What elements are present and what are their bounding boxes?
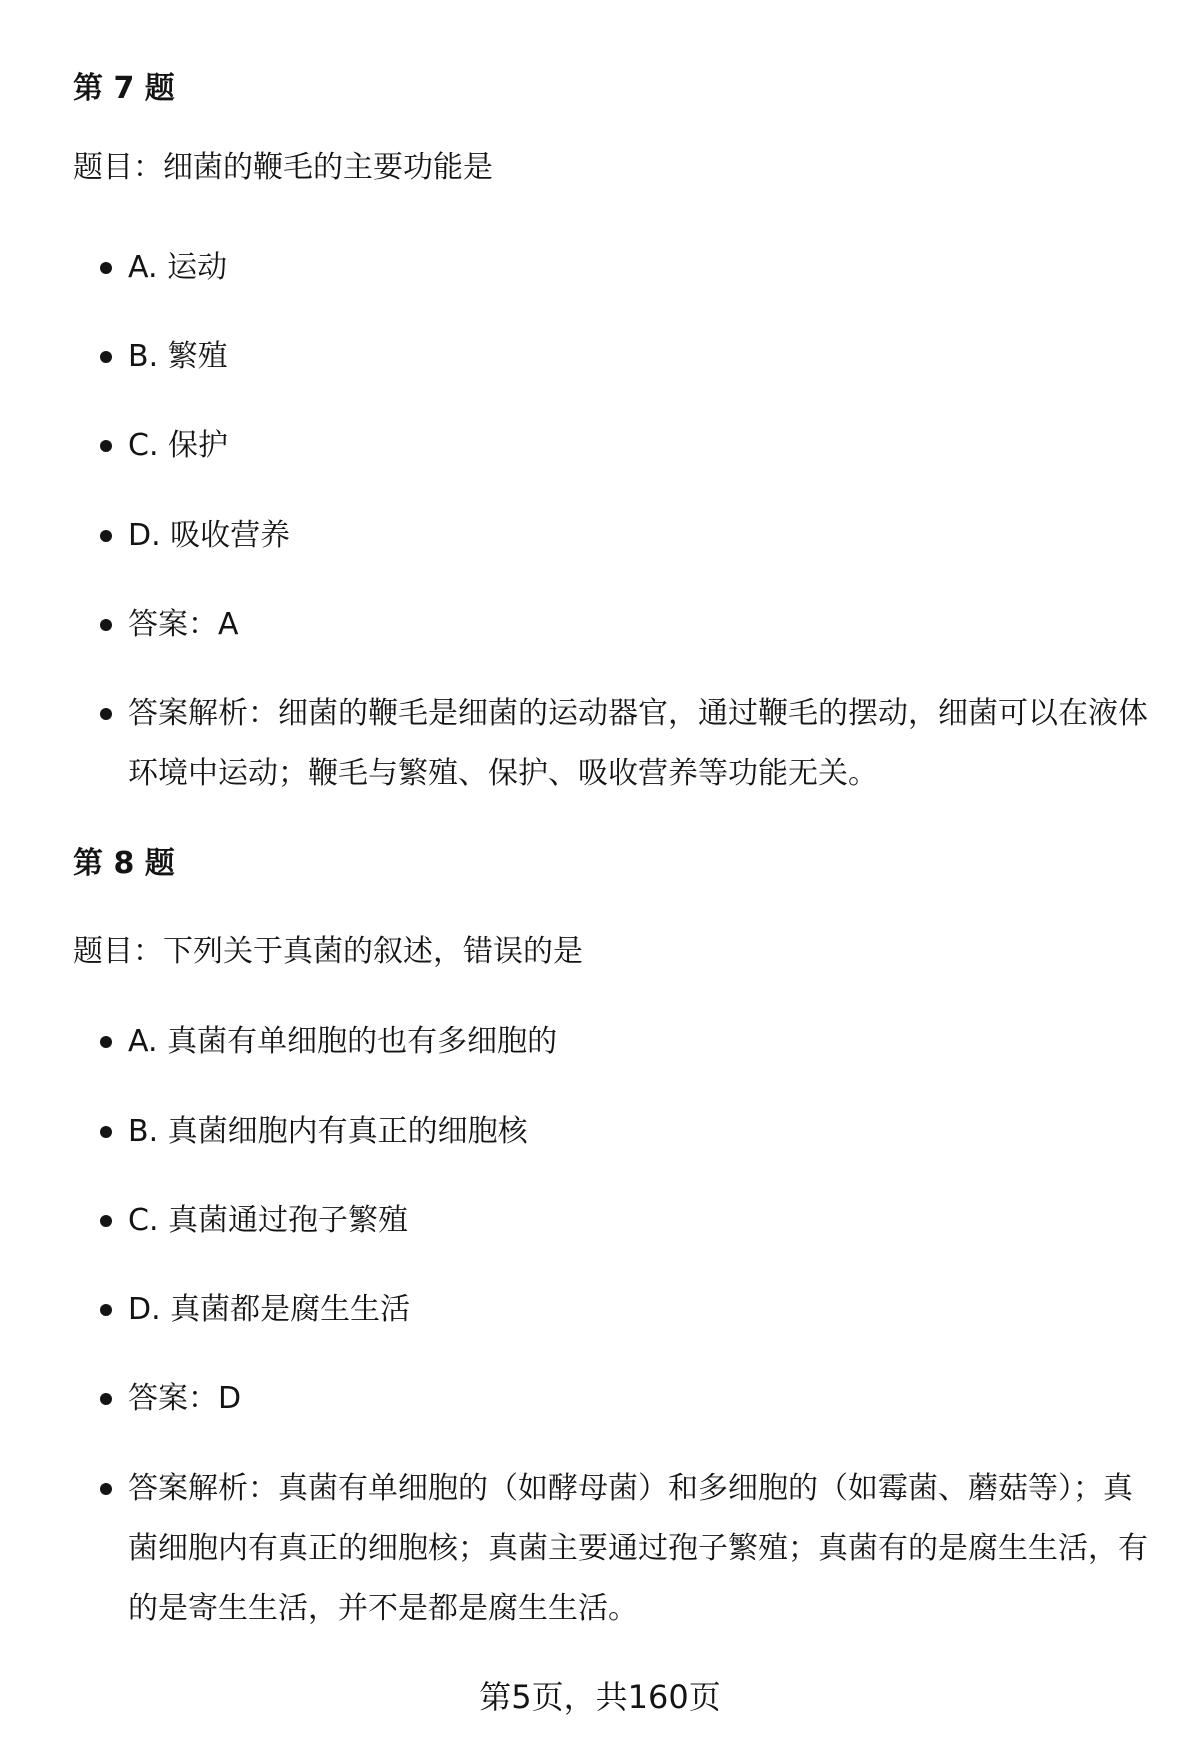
question-8-option-b [128, 1102, 1148, 1162]
question-7-answer [128, 595, 1148, 655]
analysis-text: 答案解析：细菌的鞭毛是细菌的运动器官，通过鞭毛的摆动，细菌可以在液体环境中运动；鞭毛与繁殖、保护、吸收营养等功能无关。 [128, 696, 1148, 791]
page-number: 第5页，共160页 [479, 1678, 721, 1716]
question-7-option-b [128, 327, 1148, 387]
option-text: D. 吸收营养 [128, 518, 291, 553]
bullet-icon [100, 530, 112, 542]
answer-text: 答案：A [128, 607, 239, 642]
analysis-text: 答案解析：真菌有单细胞的（如酵母菌）和多细胞的（如霉菌、蘑菇等）；真菌细胞内有真正的细胞核；真菌主要通过孢子繁殖；真菌有的是腐生生活，有的是寄生生活，并不是都是腐生生活。 [128, 1471, 1148, 1626]
question-7-heading: 第 7 题 [73, 71, 175, 106]
answer-text: 答案：D [128, 1381, 242, 1416]
bullet-icon [100, 1483, 112, 1495]
bullet-icon [100, 1215, 112, 1227]
question-8-heading: 第 8 题 [73, 846, 175, 881]
question-8-option-c [128, 1191, 1148, 1251]
question-8-answer [128, 1369, 1148, 1429]
bullet-icon [100, 1393, 112, 1405]
bullet-icon [100, 440, 112, 452]
question-7-option-c [128, 416, 1148, 476]
question-8-option-a [128, 1012, 1148, 1072]
option-text: B. 真菌细胞内有真正的细胞核 [128, 1114, 528, 1149]
option-text: D. 真菌都是腐生生活 [128, 1292, 411, 1327]
bullet-icon [100, 708, 112, 720]
bullet-icon [100, 1126, 112, 1138]
question-8-analysis [128, 1459, 1148, 1639]
bullet-icon [100, 1304, 112, 1316]
option-text: A. 运动 [128, 250, 228, 285]
bullet-icon [100, 619, 112, 631]
option-text: B. 繁殖 [128, 339, 228, 374]
question-7-text: 题目：细菌的鞭毛的主要功能是 [73, 150, 493, 185]
question-7-option-a [128, 238, 1148, 298]
bullet-icon [100, 262, 112, 274]
question-8-text: 题目：下列关于真菌的叙述，错误的是 [73, 934, 583, 969]
question-7-option-d [128, 506, 1148, 566]
question-8-option-d [128, 1280, 1148, 1340]
option-text: C. 真菌通过孢子繁殖 [128, 1203, 409, 1238]
bullet-icon [100, 351, 112, 363]
question-7-analysis [128, 684, 1148, 804]
bullet-icon [100, 1036, 112, 1048]
option-text: C. 保护 [128, 428, 229, 463]
option-text: A. 真菌有单细胞的也有多细胞的 [128, 1024, 558, 1059]
